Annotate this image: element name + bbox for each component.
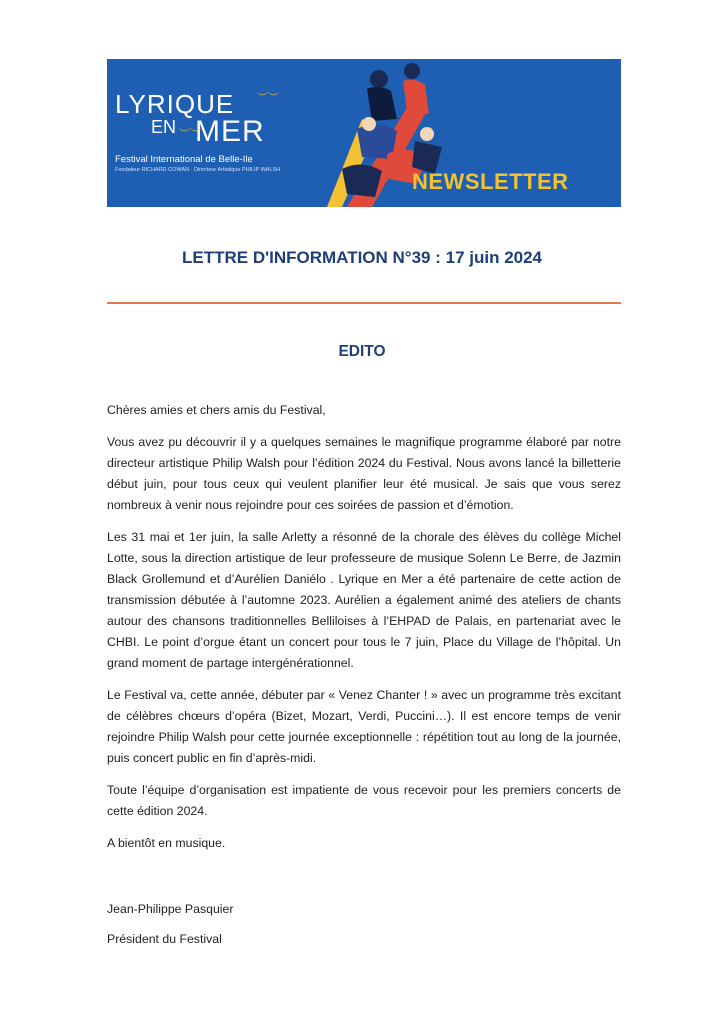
paragraph: Les 31 mai et 1er juin, la salle Arletty a résonné de la chorale des élèves du collège Michel Lotte, sous la direction artistique de leur professeure de musique Solenn Le Berre, de Jazmin Black Grollemund et d’Aurélien Daniélo . Lyrique en Mer a été partenaire de cette action de transmission débutée à l’automne 2023. Aurélien a également animé des ateliers de chants autour des chansons traditionnelles Belliloises à l’EHPAD de Palais, en partenariat avec le CHBI. Le point d’orgue étant un concert pour tous le 7 juin, Place du Village de l’hôpital. Un grand moment de partage intergénérationnel. — [107, 530, 621, 670]
edito-body — [107, 400, 621, 865]
seagull-icon: ︶︶ — [179, 128, 201, 140]
paragraph: Toute l’équipe d’organisation est impatiente de vous recevoir pour les premiers concerts de cette édition 2024. — [107, 783, 621, 818]
signature-role: Président du Festival — [107, 932, 222, 946]
closing: A bientôt en musique. — [107, 836, 226, 850]
festival-credits: Fondateur RICHARD COWAN · Directeur Artistique PHILIP WALSH — [115, 167, 281, 173]
festival-name: Festival International de Belle-Ile — [115, 154, 253, 165]
newsletter-label: NEWSLETTER — [412, 169, 569, 194]
signature-name: Jean-Philippe Pasquier — [107, 902, 234, 916]
page-title: LETTRE D'INFORMATION N°39 : 17 juin 2024 — [181, 248, 543, 267]
logo-text-mer: MER — [195, 115, 265, 148]
section-heading: EDITO — [338, 343, 386, 360]
logo-text-lyrique: LYRIQUE — [115, 89, 235, 119]
paragraph: Vous avez pu découvrir il y a quelques semaines le magnifique programme élaboré par notre directeur artistique Philip Walsh pour l’édition 2024 du Festival. Nous avons lancé la billetterie début juin, pour tous ceux qui veulent planifier leur été musical. Je sais que vous serez nombreux à venir nous rejoindre pour ces soirées de passion et d’émotion. — [107, 435, 621, 512]
paragraph: Le Festival va, cette année, débuter par « Venez Chanter ! » avec un programme très excitant de célèbres chœurs d’opéra (Bizet, Mozart, Verdi, Puccini…). Il est encore temps de venir rejoindre Philip Walsh pour cette journée exceptionnelle : répétition tout au long de la journée, puis concert public en fin d’après-midi. — [107, 688, 621, 765]
divider — [107, 302, 621, 304]
seagull-icon: ︶︶ — [257, 92, 279, 104]
newsletter-banner — [107, 59, 621, 207]
greeting: Chères amies et chers amis du Festival, — [107, 403, 326, 417]
logo-text-en: EN — [151, 117, 177, 137]
